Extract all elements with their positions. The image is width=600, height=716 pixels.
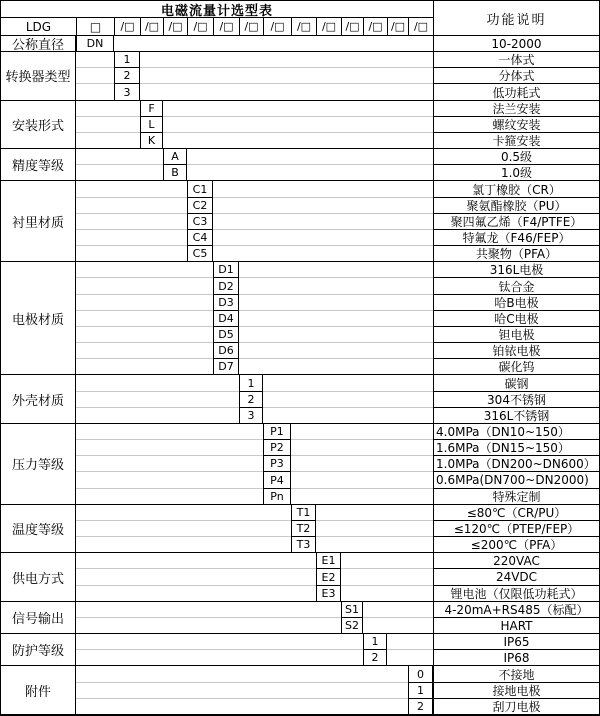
empty-cell bbox=[76, 295, 213, 311]
empty-cell bbox=[76, 246, 187, 262]
empty-cell bbox=[239, 359, 433, 375]
code-cell: E3 bbox=[316, 586, 341, 602]
empty-cell bbox=[76, 392, 239, 408]
empty-cell bbox=[387, 650, 433, 666]
empty-cell bbox=[213, 181, 433, 197]
model-digit-box: /□ bbox=[213, 18, 239, 36]
model-digit-box: /□ bbox=[187, 18, 213, 36]
empty-cell bbox=[76, 68, 114, 84]
function-desc: HART bbox=[433, 618, 599, 634]
empty-cell bbox=[140, 52, 433, 68]
empty-cell bbox=[316, 505, 433, 521]
empty-cell bbox=[76, 311, 213, 327]
empty-cell bbox=[239, 295, 433, 311]
empty-cell bbox=[387, 634, 433, 650]
group-label: 供电方式 bbox=[1, 553, 76, 602]
function-desc: 哈C电极 bbox=[433, 311, 599, 327]
empty-cell bbox=[76, 586, 316, 602]
empty-cell bbox=[76, 84, 114, 100]
empty-cell bbox=[76, 440, 263, 456]
empty-cell bbox=[76, 505, 291, 521]
code-cell: 3 bbox=[114, 84, 140, 100]
empty-cell bbox=[76, 343, 213, 359]
empty-cell bbox=[187, 149, 433, 165]
code-cell: D2 bbox=[213, 278, 239, 294]
empty-cell bbox=[341, 586, 433, 602]
function-desc: ≤120℃（PTEP/FEP） bbox=[433, 521, 599, 537]
empty-cell bbox=[76, 165, 163, 181]
empty-cell bbox=[213, 230, 433, 246]
function-desc: 卡箍安装 bbox=[433, 133, 599, 149]
empty-cell bbox=[291, 456, 433, 472]
empty-cell bbox=[76, 375, 239, 391]
function-desc: 1.6MPa（DN15~150） bbox=[433, 440, 599, 456]
code-cell: 3 bbox=[239, 408, 263, 424]
function-desc: 0.6MPa(DN700~DN2000) bbox=[433, 472, 599, 488]
empty-cell bbox=[239, 327, 433, 343]
empty-cell bbox=[76, 52, 114, 68]
empty-cell bbox=[76, 149, 163, 165]
empty-cell bbox=[76, 214, 187, 230]
empty-cell bbox=[76, 537, 291, 553]
function-desc: 10-2000 bbox=[433, 36, 599, 52]
code-cell: T2 bbox=[291, 521, 316, 537]
function-desc: 螺纹安装 bbox=[433, 117, 599, 133]
empty-cell bbox=[239, 311, 433, 327]
empty-cell bbox=[76, 699, 408, 715]
empty-cell bbox=[76, 181, 187, 197]
model-digit-box: /□ bbox=[341, 18, 363, 36]
empty-cell bbox=[76, 569, 316, 585]
function-desc: 分体式 bbox=[433, 68, 599, 84]
empty-cell bbox=[291, 440, 433, 456]
code-cell: T1 bbox=[291, 505, 316, 521]
function-desc: 0.5级 bbox=[433, 149, 599, 165]
function-desc: 钽电极 bbox=[433, 327, 599, 343]
empty-cell bbox=[76, 650, 363, 666]
empty-cell bbox=[76, 666, 408, 682]
code-cell: C2 bbox=[187, 198, 213, 214]
code-cell: 2 bbox=[239, 392, 263, 408]
empty-cell bbox=[76, 472, 263, 488]
group-label: 防护等级 bbox=[1, 634, 76, 666]
empty-cell bbox=[76, 683, 408, 699]
model-digit-box: /□ bbox=[291, 18, 316, 36]
group-label: 电极材质 bbox=[1, 262, 76, 375]
function-desc: 氯丁橡胶（CR） bbox=[433, 181, 599, 197]
model-digit-box: □ bbox=[76, 18, 114, 36]
empty-cell bbox=[213, 246, 433, 262]
code-cell: C3 bbox=[187, 214, 213, 230]
empty-cell bbox=[76, 521, 291, 537]
function-desc: 220VAC bbox=[433, 553, 599, 569]
function-desc: 刮刀电极 bbox=[433, 699, 599, 715]
code-cell: D1 bbox=[213, 262, 239, 278]
model-digit-box: /□ bbox=[316, 18, 341, 36]
function-desc: 316L电极 bbox=[433, 262, 599, 278]
group-label: 转换器类型 bbox=[1, 52, 76, 101]
empty-cell bbox=[363, 602, 433, 618]
code-cell: C5 bbox=[187, 246, 213, 262]
model-digit-box: /□ bbox=[140, 18, 163, 36]
empty-cell bbox=[76, 198, 187, 214]
code-cell: DN bbox=[76, 36, 114, 52]
function-desc: 铂铱电极 bbox=[433, 343, 599, 359]
code-cell: 2 bbox=[408, 699, 433, 715]
group-label: 外壳材质 bbox=[1, 375, 76, 424]
group-label: 安装形式 bbox=[1, 101, 76, 150]
code-cell: F bbox=[140, 101, 163, 117]
function-desc: 低功耗式 bbox=[433, 84, 599, 100]
code-cell: D5 bbox=[213, 327, 239, 343]
empty-cell bbox=[76, 230, 187, 246]
function-desc: IP65 bbox=[433, 634, 599, 650]
empty-cell bbox=[341, 553, 433, 569]
empty-cell bbox=[140, 68, 433, 84]
empty-cell bbox=[187, 165, 433, 181]
function-desc: 哈B电极 bbox=[433, 295, 599, 311]
code-cell: T3 bbox=[291, 537, 316, 553]
code-cell: P3 bbox=[263, 456, 291, 472]
function-desc: 不接地 bbox=[433, 666, 599, 682]
code-cell: E1 bbox=[316, 553, 341, 569]
code-cell: 1 bbox=[408, 683, 433, 699]
empty-cell bbox=[213, 198, 433, 214]
function-desc: 4-20mA+RS485（标配） bbox=[433, 602, 599, 618]
empty-cell bbox=[76, 456, 263, 472]
empty-cell bbox=[76, 553, 316, 569]
function-desc: 碳钢 bbox=[433, 375, 599, 391]
code-cell: K bbox=[140, 133, 163, 149]
empty-cell bbox=[291, 424, 433, 440]
empty-cell bbox=[76, 602, 341, 618]
code-cell: 2 bbox=[114, 68, 140, 84]
empty-cell bbox=[291, 489, 433, 505]
code-cell: L bbox=[140, 117, 163, 133]
function-desc: 1.0级 bbox=[433, 165, 599, 181]
function-desc: 特殊定制 bbox=[433, 489, 599, 505]
function-desc: 304不锈钢 bbox=[433, 392, 599, 408]
empty-cell bbox=[76, 133, 140, 149]
function-desc: 特氟龙（F46/FEP） bbox=[433, 230, 599, 246]
empty-cell bbox=[316, 521, 433, 537]
code-cell: P1 bbox=[263, 424, 291, 440]
code-cell: A bbox=[163, 149, 187, 165]
model-digit-box: /□ bbox=[363, 18, 387, 36]
group-label: 公称直径 bbox=[1, 36, 76, 52]
empty-cell bbox=[316, 537, 433, 553]
table-title: 电磁流量计选型表 bbox=[1, 1, 433, 18]
code-cell: D3 bbox=[213, 295, 239, 311]
function-desc: ≤200℃（PFA） bbox=[433, 537, 599, 553]
code-cell: P4 bbox=[263, 472, 291, 488]
model-digit-box: /□ bbox=[239, 18, 263, 36]
empty-cell bbox=[163, 101, 433, 117]
empty-cell bbox=[76, 117, 140, 133]
function-description-header: 功能说明 bbox=[433, 1, 599, 36]
function-desc: 共聚物（PFA） bbox=[433, 246, 599, 262]
empty-cell bbox=[76, 489, 263, 505]
empty-cell bbox=[140, 84, 433, 100]
function-desc: 锂电池（仅限低功耗式） bbox=[433, 586, 599, 602]
code-cell: S2 bbox=[341, 618, 363, 634]
function-desc: 钛合金 bbox=[433, 278, 599, 294]
group-label: 温度等级 bbox=[1, 505, 76, 554]
code-cell: 2 bbox=[363, 650, 387, 666]
model-digit-box: /□ bbox=[408, 18, 433, 36]
function-desc: ≤80℃（CR/PU） bbox=[433, 505, 599, 521]
empty-cell bbox=[76, 424, 263, 440]
empty-cell bbox=[363, 618, 433, 634]
empty-cell bbox=[291, 472, 433, 488]
function-desc: IP68 bbox=[433, 650, 599, 666]
empty-cell bbox=[263, 392, 433, 408]
empty-cell bbox=[76, 359, 213, 375]
code-cell: Pn bbox=[263, 489, 291, 505]
function-desc: 碳化钨 bbox=[433, 359, 599, 375]
group-label: 精度等级 bbox=[1, 149, 76, 181]
empty-cell bbox=[163, 133, 433, 149]
group-label: 衬里材质 bbox=[1, 181, 76, 262]
empty-cell bbox=[76, 278, 213, 294]
empty-cell bbox=[239, 343, 433, 359]
empty-cell bbox=[76, 618, 341, 634]
function-desc: 一体式 bbox=[433, 52, 599, 68]
code-cell: B bbox=[163, 165, 187, 181]
code-cell: D4 bbox=[213, 311, 239, 327]
model-digit-box: /□ bbox=[114, 18, 140, 36]
empty-cell bbox=[263, 375, 433, 391]
empty-cell bbox=[239, 278, 433, 294]
group-label: 压力等级 bbox=[1, 424, 76, 505]
empty-cell bbox=[114, 36, 433, 52]
function-desc: 聚氨酯橡胶（PU） bbox=[433, 198, 599, 214]
empty-cell bbox=[76, 101, 140, 117]
function-desc: 法兰安装 bbox=[433, 101, 599, 117]
function-desc: 4.0MPa（DN10~150） bbox=[433, 424, 599, 440]
code-cell: 1 bbox=[239, 375, 263, 391]
empty-cell bbox=[76, 408, 239, 424]
code-cell: 1 bbox=[363, 634, 387, 650]
group-label: 附件 bbox=[1, 666, 76, 715]
code-cell: D6 bbox=[213, 343, 239, 359]
code-cell: 0 bbox=[408, 666, 433, 682]
model-prefix: LDG bbox=[1, 18, 76, 36]
model-digit-box: /□ bbox=[387, 18, 408, 36]
empty-cell bbox=[163, 117, 433, 133]
model-digit-box: /□ bbox=[163, 18, 187, 36]
function-desc: 1.0MPa（DN200~DN600） bbox=[433, 456, 599, 472]
empty-cell bbox=[263, 408, 433, 424]
code-cell: D7 bbox=[213, 359, 239, 375]
empty-cell bbox=[239, 262, 433, 278]
function-desc: 接地电极 bbox=[433, 683, 599, 699]
empty-cell bbox=[76, 634, 363, 650]
model-digit-box: /□ bbox=[263, 18, 291, 36]
code-cell: S1 bbox=[341, 602, 363, 618]
code-cell: 1 bbox=[114, 52, 140, 68]
function-desc: 聚四氟乙烯（F4/PTFE） bbox=[433, 214, 599, 230]
empty-cell bbox=[213, 214, 433, 230]
function-desc: 24VDC bbox=[433, 569, 599, 585]
code-cell: C1 bbox=[187, 181, 213, 197]
code-cell: C4 bbox=[187, 230, 213, 246]
code-cell: E2 bbox=[316, 569, 341, 585]
empty-cell bbox=[76, 262, 213, 278]
function-desc: 316L不锈钢 bbox=[433, 408, 599, 424]
group-label: 信号输出 bbox=[1, 602, 76, 634]
code-cell: P2 bbox=[263, 440, 291, 456]
empty-cell bbox=[341, 569, 433, 585]
empty-cell bbox=[76, 327, 213, 343]
